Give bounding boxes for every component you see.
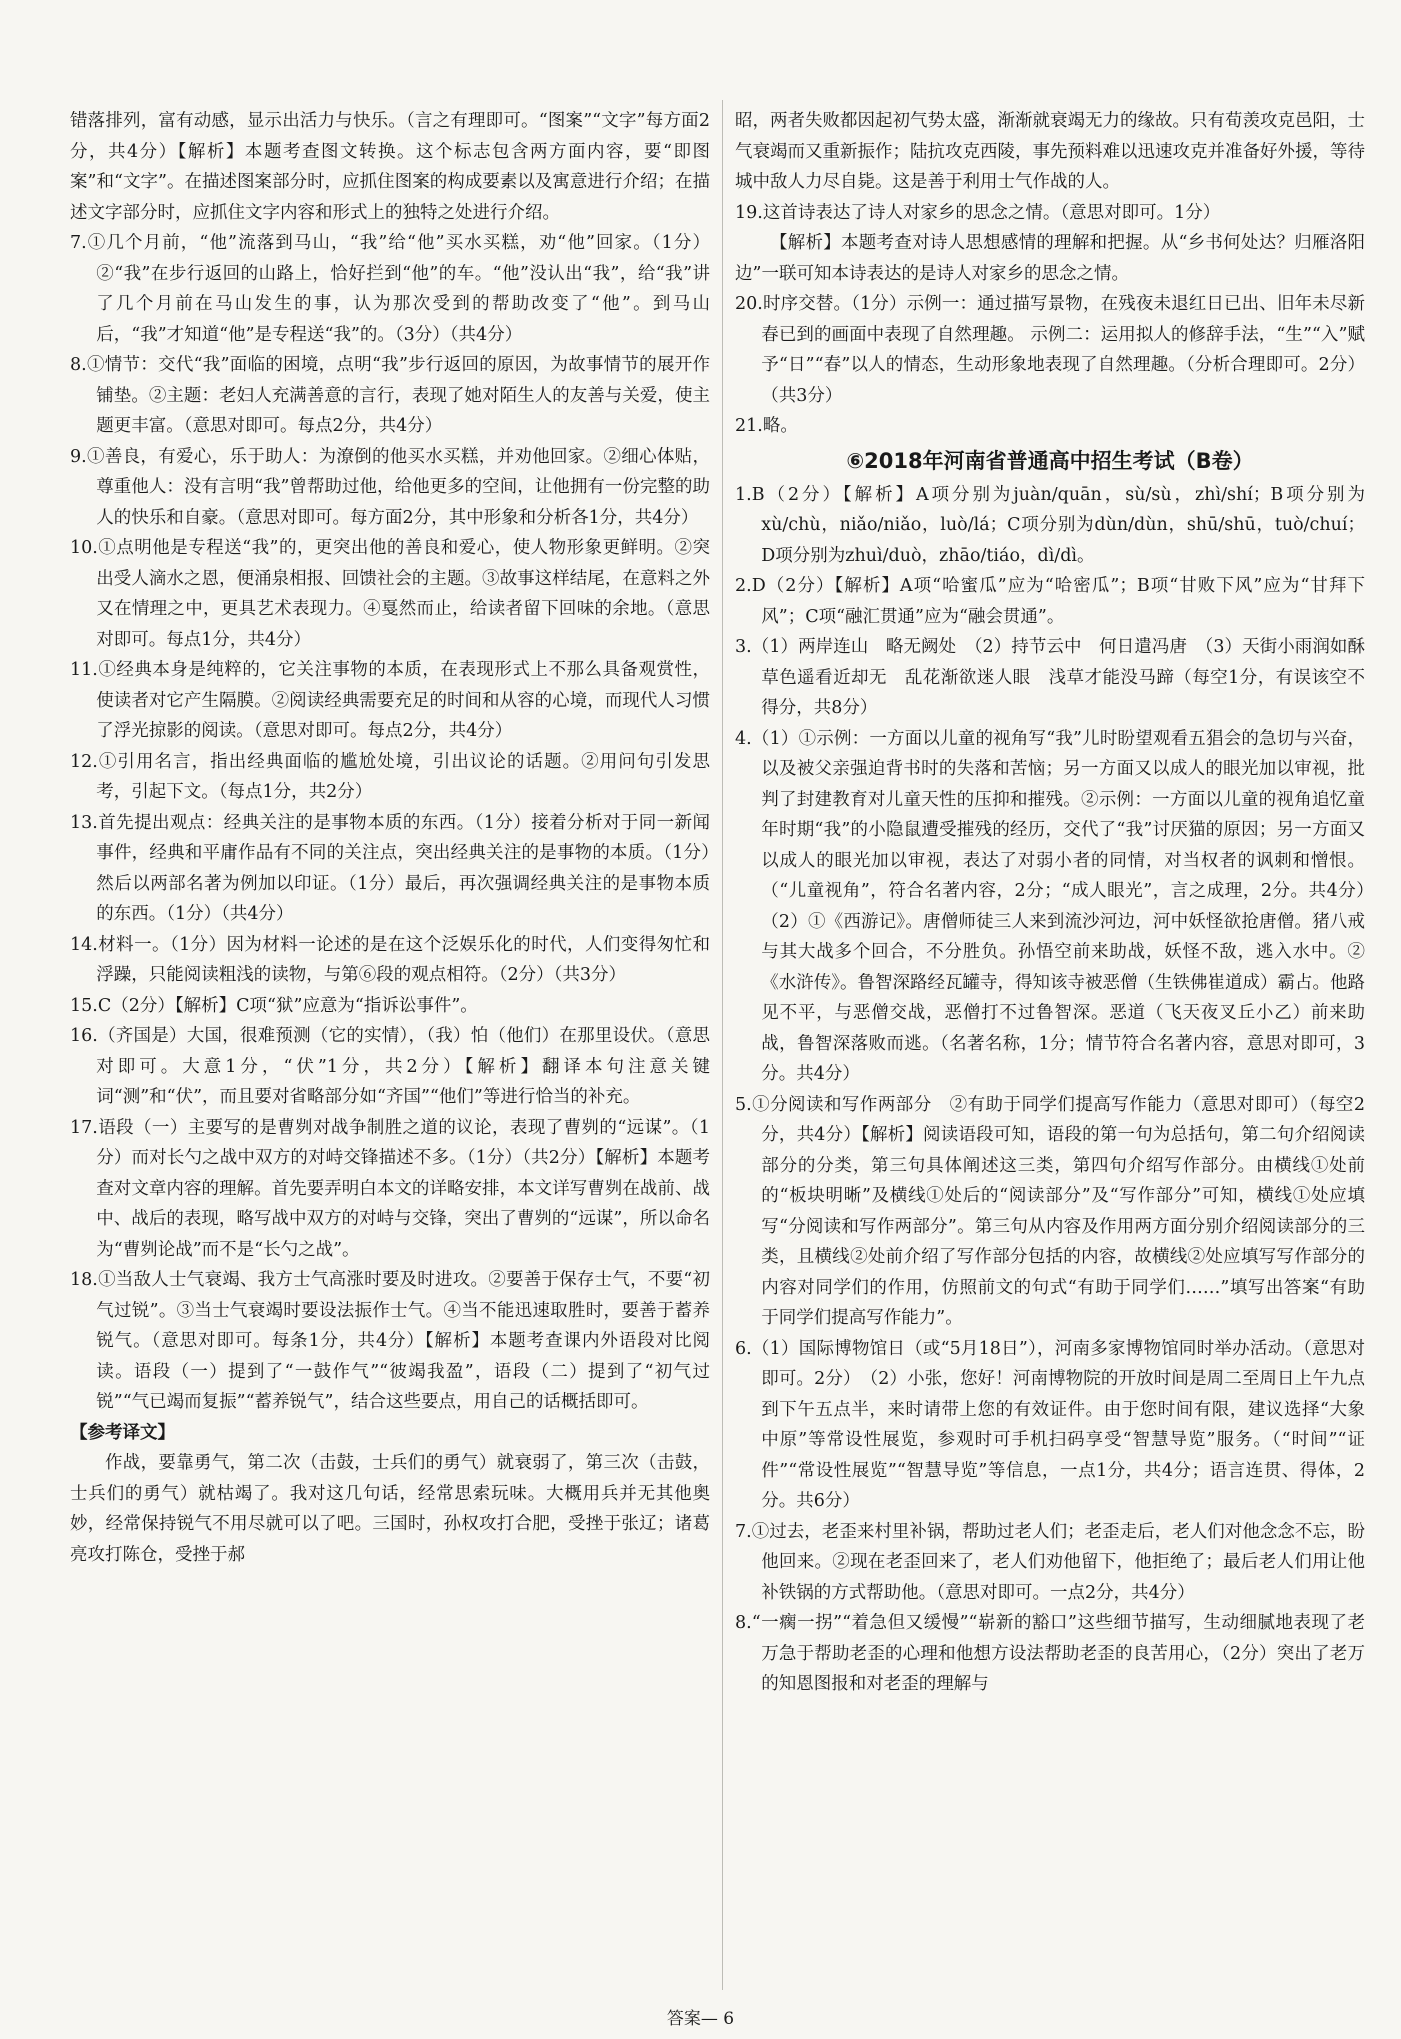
answer-item: 12.①引用名言，指出经典面临的尴尬处境，引出议论的话题。②用问句引发思考，引起下文。（每点1分，共2分）	[70, 751, 710, 802]
answer-item: 18.①当敌人士气衰竭、我方士气高涨时要及时进攻。②要善于保存士气，不要“初气过锐”。③当士气衰竭时要设法振作士气。④当不能迅速取胜时，要善于蓄养锐气。（意思对即可。每条1分，共4分）【解析】本题考查课内外语段对比阅读。语段（一）提到了“一鼓作气”“彼竭我盈”，语段（二）提到了“初气过锐”“气已竭而复振”“蓄养锐气”，结合这些要点，用自己的话概括即可。	[70, 1270, 710, 1412]
answer-item: 1.B（2分）【解析】A项分别为juàn/quān，sù/sù，zhì/shí；B项分别为xù/chù，niǎo/niǎo，luò/lá；C项分别为dùn/dùn，shū/shū，tuò/chuí；D项分别为zhuì/duò，zhāo/tiáo，dì/dì。	[735, 484, 1365, 566]
section-title: ⑥2018年河南省普通高中招生考试（B卷）	[846, 448, 1254, 473]
answer-item: 7.①几个月前，“他”流落到马山，“我”给“他”买水买糕，劝“他”回家。（1分）②“我”在步行返回的山路上，恰好拦到“他”的车。“他”没认出“我”，给“我”讲了几个月前在马山发生的事，认为那次受到的帮助改变了“他”。到马山后，“我”才知道“他”是专程送“我”的。（3分）（共4分）	[70, 233, 710, 345]
answer-item: 15.C（2分）【解析】C项“狱”应意为“指诉讼事件”。	[70, 995, 478, 1016]
answer-item: 8.①情节：交代“我”面临的困境，点明“我”步行返回的原因，为故事情节的展开作铺垫。②主题：老妇人充满善意的言行，表现了她对陌生人的友善与关爱，使主题更丰富。（意思对即可。每点2分，共4分）	[70, 355, 710, 436]
answer-item: 14.材料一。（1分）因为材料一论述的是在这个泛娱乐化的时代，人们变得匆忙和浮躁，只能阅读粗浅的读物，与第⑥段的观点相符。（2分）（共3分）	[70, 934, 710, 985]
translation-heading: 【参考译文】	[70, 1422, 175, 1443]
column-divider	[722, 100, 723, 1990]
answer-item: 8.“一瘸一拐”“着急但又缓慢”“崭新的豁口”这些细节描写，生动细腻地表现了老万急于帮助老歪的心理和他想方设法帮助老歪的良苦用心，（2分）突出了老万的知恩图报和对老歪的理解与	[735, 1613, 1365, 1694]
left-column	[70, 106, 710, 1570]
answer-item: 5.①分阅读和写作两部分 ②有助于同学们提高写作能力（意思对即可）（每空2分，共4分）【解析】阅读语段可知，语段的第一句为总括句，第二句介绍阅读部分的分类，第三句具体阐述这三类，第四句介绍写作部分。由横线①处前的“板块明晰”及横线①处后的“阅读部分”及“写作部分”可知，横线①处应填写“分阅读和写作两部分”。第三句从内容及作用两方面分别介绍阅读部分的三类，且横线②处前介绍了写作部分包括的内容，故横线②处应填写写作部分的内容对同学们的作用，仿照前文的句式“有助于同学们……”填写出答案“有助于同学们提高写作能力”。	[735, 1094, 1365, 1328]
page-footer: 答案— 6	[666, 2009, 735, 2029]
answer-item: 20.时序交替。（1分）示例一：通过描写景物，在残夜未退红日已出、旧年未尽新春已到的画面中表现了自然理趣。 示例二：运用拟人的修辞手法，“生”“入”赋予“日”“春”以人的情态，生动形象地表现了自然理趣。（分析合理即可。2分）（共3分）	[735, 294, 1365, 406]
continued-paragraph: 错落排列，富有动感，显示出活力与快乐。（言之有理即可。“图案”“文字”每方面2分，共4分）【解析】本题考查图文转换。这个标志包含两方面内容，要“即图案”和“文字”。在描述图案部分时，应抓住图案的构成要素以及寓意进行介绍；在描述文字部分时，应抓住文字内容和形式上的独特之处进行介绍。	[70, 111, 710, 223]
answer-item: 6.（1）国际博物馆日（或“5月18日”），河南多家博物馆同时举办活动。（意思对即可。2分） （2）小张，您好！河南博物院的开放时间是周二至周日上午九点到下午五点半，来时请带上您的有效证件。由于您时间有限，建议选择“大象中原”等常设性展览，参观时可手机扫码享受“智慧导览”服务。（“时间”“证件”“常设性展览”“智慧导览”等信息，一点1分，共4分；语言连贯、得体，2分。共6分）	[735, 1338, 1365, 1511]
translation-paragraph: 作战，要靠勇气，第二次（击鼓，士兵们的勇气）就衰弱了，第三次（击鼓，士兵们的勇气）就枯竭了。我对这几句话，经常思索玩味。大概用兵并无其他奥妙，经常保持锐气不用尽就可以了吧。三国时，孙权攻打合肥，受挫于张辽；诸葛亮攻打陈仓，受挫于郝	[70, 1453, 710, 1565]
answer-item: 16.（齐国是）大国，很难预测（它的实情），（我）怕（他们）在那里设伏。（意思对即可。大意1分，“伏”1分，共2分）【解析】翻译本句注意关键词“测”和“伏”，而且要对省略部分如“齐国”“他们”等进行恰当的补充。	[70, 1026, 710, 1107]
answer-item: 4.（1）①示例：一方面以儿童的视角写“我”儿时盼望观看五猖会的急切与兴奋，以及被父亲强迫背书时的失落和苦恼；另一方面又以成人的眼光加以审视，批判了封建教育对儿童天性的压抑和摧残。②示例：一方面以儿童的视角追忆童年时期“我”的小隐鼠遭受摧残的经历，交代了“我”讨厌猫的原因；另一方面又以成人的眼光加以审视，表达了对弱小者的同情，对当权者的讽刺和憎恨。（“儿童视角”，符合名著内容，2分；“成人眼光”，言之成理，2分。共4分） （2）①《西游记》。唐僧师徒三人来到流沙河边，河中妖怪欲抢唐僧。猪八戒与其大战多个回合，不分胜负。孙悟空前来助战，妖怪不敌，逃入水中。②《水浒传》。鲁智深路经瓦罐寺，得知该寺被恶僧（生铁佛崔道成）霸占。他路见不平，与恶僧交战，恶僧打不过鲁智深。恶道（飞天夜叉丘小乙）前来助战，鲁智深落败而逃。（名著名称，1分；情节符合名著内容，意思对即可，3分。共4分）	[735, 728, 1383, 1084]
answer-item: 13.首先提出观点：经典关注的是事物本质的东西。（1分）接着分析对于同一新闻事件，经典和平庸作品有不同的关注点，突出经典关注的是事物的本质。（1分）然后以两部名著为例加以印证。（1分）最后，再次强调经典关注的是事物本质的东西。（1分）（共4分）	[70, 812, 710, 924]
answer-item: 7.①过去，老歪来村里补锅，帮助过老人们；老歪走后，老人们对他念念不忘，盼他回来。②现在老歪回来了，老人们劝他留下，他拒绝了；最后老人们用让他补铁锅的方式帮助他。（意思对即可。一点2分，共4分）	[735, 1521, 1365, 1603]
answer-item: 3.（1）两岸连山 略无阙处 （2）持节云中 何日遣冯唐 （3）天街小雨润如酥 草色遥看近却无 乱花渐欲迷人眼 浅草才能没马蹄（每空1分，有误该空不得分，共8分）	[735, 637, 1383, 718]
analysis-paragraph: 【解析】本题考查对诗人思想感情的理解和把握。从“乡书何处达？归雁洛阳边”一联可知本诗表达的是诗人对家乡的思念之情。	[735, 233, 1365, 284]
answer-item: 9.①善良，有爱心，乐于助人：为潦倒的他买水买糕，并劝他回家。②细心体贴，尊重他人：没有言明“我”曾帮助过他，给他更多的空间，让他拥有一份完整的助人的快乐和自豪。（意思对即可。每方面2分，其中形象和分析各1分，共4分）	[70, 446, 710, 528]
answer-item: 11.①经典本身是纯粹的，它关注事物的本质，在表现形式上不那么具备观赏性，使读者对它产生隔膜。②阅读经典需要充足的时间和从容的心境，而现代人习惯了浮光掠影的阅读。（意思对即可。每点2分，共4分）	[70, 660, 710, 741]
answer-item: 17.语段（一）主要写的是曹刿对战争制胜之道的议论，表现了曹刿的“远谋”。（1分）而对长勺之战中双方的对峙交锋描述不多。（1分）（共2分）【解析】本题考查对文章内容的理解。首先要弄明白本文的详略安排，本文详写曹刿在战前、战中、战后的表现，略写战中双方的对峙与交锋，突出了曹刿的“远谋”，所以命名为“曹刿论战”而不是“长勺之战”。	[70, 1117, 710, 1260]
answer-item: 10.①点明他是专程送“我”的，更突出他的善良和爱心，使人物形象更鲜明。②突出受人滴水之恩，便涌泉相报、回馈社会的主题。③故事这样结尾，在意料之外又在情理之中，更具艺术表现力。④戛然而止，给读者留下回味的余地。（意思对即可。每点1分，共4分）	[70, 538, 710, 650]
answer-item: 19.这首诗表达了诗人对家乡的思念之情。（意思对即可。1分）	[735, 202, 1221, 223]
right-column	[735, 106, 1383, 1700]
continued-paragraph: 昭，两者失败都因起初气势太盛，渐渐就衰竭无力的缘故。只有荀羡攻克邑阳，士气衰竭而又重新振作；陆抗攻克西陵，事先预料难以迅速攻克并准备好外援，等待城中敌人力尽自毙。这是善于利用士气作战的人。	[735, 111, 1365, 192]
answer-item: 2.D（2分）【解析】A项“哈蜜瓜”应为“哈密瓜”；B项“甘败下风”应为“甘拜下风”；C项“融汇贯通”应为“融会贯通”。	[735, 576, 1365, 627]
answer-item: 21.略。	[735, 416, 798, 436]
